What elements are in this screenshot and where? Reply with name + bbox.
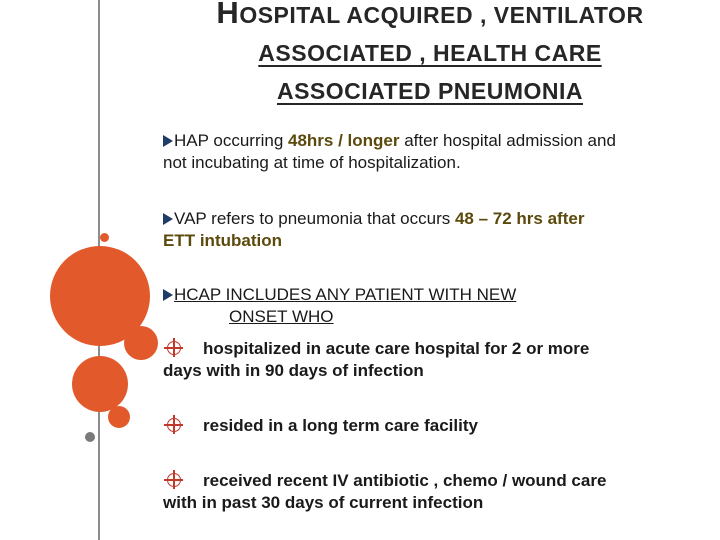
title-line-3: ASSOCIATED PNEUMONIA xyxy=(276,78,584,104)
slide-title xyxy=(150,0,710,110)
decorative-circle-tiny xyxy=(108,406,130,428)
crosshair-bullet-icon xyxy=(167,473,181,487)
arrow-bullet-icon xyxy=(163,289,173,301)
vap-timing: 48 – 72 hrs after xyxy=(454,209,585,228)
title-line-2: ASSOCIATED , HEALTH CARE xyxy=(258,40,602,66)
vap-paragraph: VAP refers to pneumonia that occurs 48 – 72 hrs after ETT intubation xyxy=(163,209,585,250)
title-initial: H xyxy=(216,0,240,30)
hap-duration: 48hrs / longer xyxy=(288,131,400,150)
arrow-bullet-icon xyxy=(163,135,173,147)
hcap-criterion-3: received recent IV antibiotic , chemo / wound care with in past 30 days of current infection xyxy=(163,471,607,512)
hap-paragraph: HAP occurring 48hrs / longer after hospital admission and not incubating at time of hospitalization. xyxy=(163,131,616,172)
decorative-circle-small xyxy=(124,326,158,360)
decorative-circle-medium xyxy=(72,356,128,412)
hcap-criterion-2: resided in a long term care facility xyxy=(163,415,708,437)
decorative-dot-bottom xyxy=(85,432,95,442)
hcap-paragraph: HCAP INCLUDES ANY PATIENT WITH NEW ONSET WHO xyxy=(163,284,708,328)
hcap-criterion-1: hospitalized in acute care hospital for 2 or more days with in 90 days of infection xyxy=(163,339,590,380)
crosshair-bullet-icon xyxy=(167,418,181,432)
title-line-1: OSPITAL ACQUIRED , VENTILATOR xyxy=(239,2,644,28)
arrow-bullet-icon xyxy=(163,213,173,225)
decorative-dot-top xyxy=(100,233,109,242)
crosshair-bullet-icon xyxy=(167,341,181,355)
vap-timing-cont: ETT intubation xyxy=(163,231,282,250)
